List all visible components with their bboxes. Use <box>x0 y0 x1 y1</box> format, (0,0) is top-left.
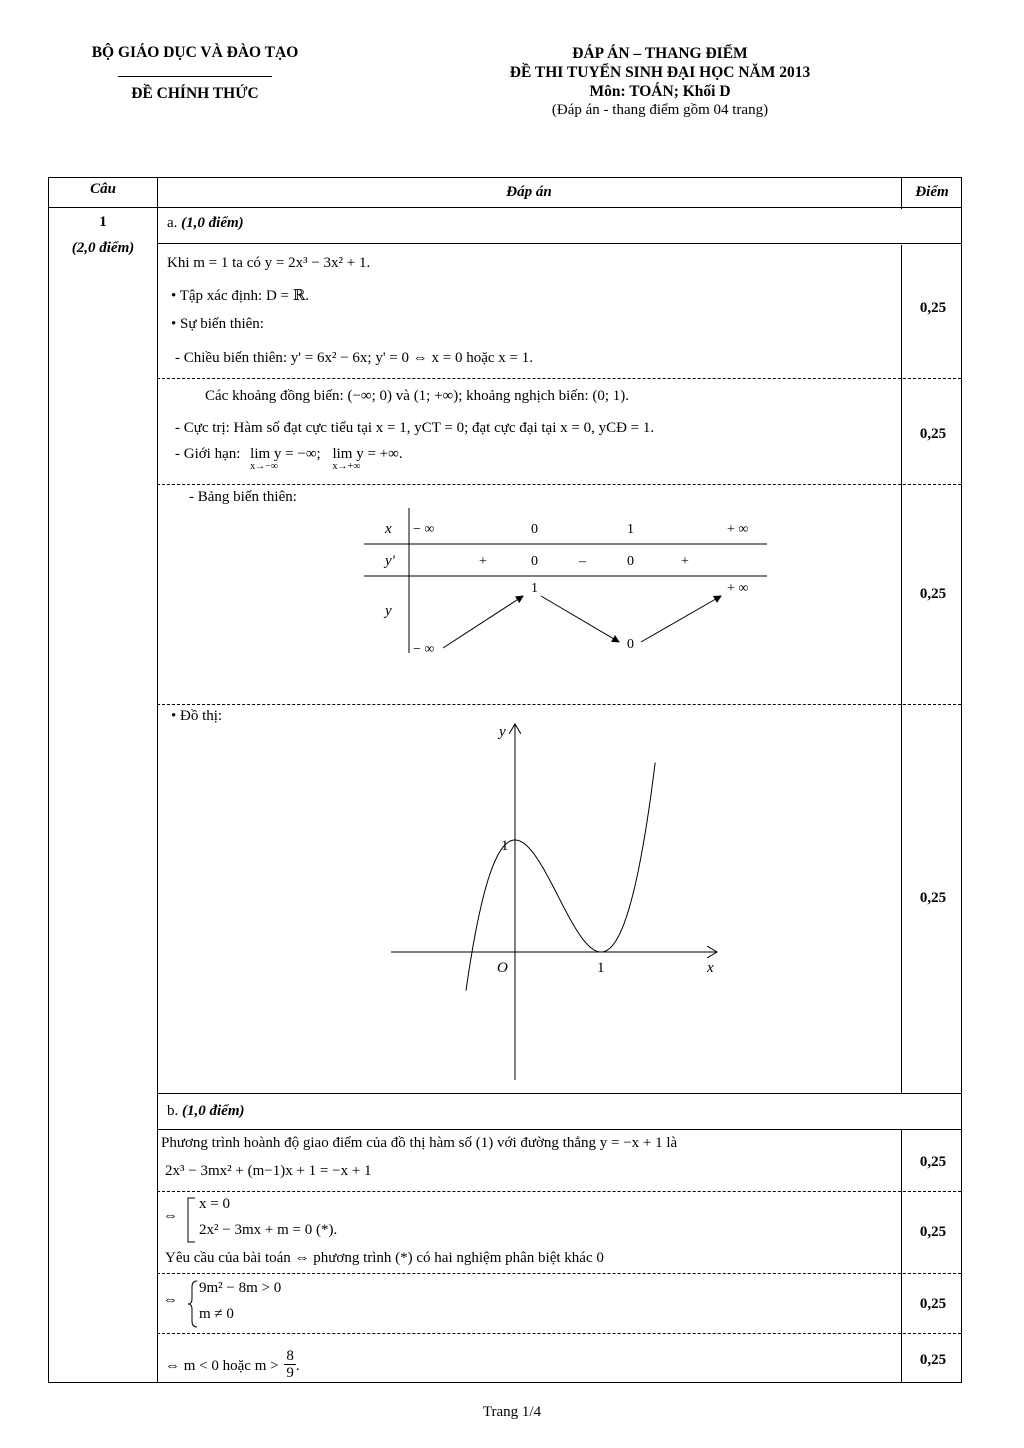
vt-y-label: y <box>385 603 392 619</box>
limits-line <box>175 446 403 480</box>
limit-2-sub: x→+∞ <box>332 461 361 472</box>
vt-yp-4: + <box>681 554 689 569</box>
col-question-header: Câu <box>90 181 116 197</box>
score-3: 0,25 <box>919 586 947 602</box>
vt-x-0: − ∞ <box>413 522 435 537</box>
dash-rule-4 <box>157 1191 961 1192</box>
graph-y-label: y <box>499 724 506 740</box>
variation-table <box>359 508 779 658</box>
domain-line: • Tập xác định: D = ℝ. <box>171 288 309 304</box>
graph-label-line: • Đồ thị: <box>171 708 223 724</box>
brace-2 <box>187 1279 199 1329</box>
sys1-a: x = 0 <box>199 1196 230 1212</box>
official-label: ĐỀ CHÍNH THỨC <box>131 85 259 102</box>
direction-line: - Chiều biến thiên: y' = 6x² − 6x; y' = 0 ⇔ x = 0 hoặc x = 1. <box>175 350 533 366</box>
vt-yp-0: + <box>479 554 487 569</box>
final-text: ⇔ m < 0 hoặc m > <box>165 1357 279 1374</box>
col-divider <box>157 178 158 1382</box>
pb-final: ⇔ m < 0 hoặc m > $\frac{8}{9}$ . <box>165 1348 300 1381</box>
graph-x-label: x <box>707 960 714 976</box>
question-points: (2,0 điểm) <box>71 240 135 256</box>
bracket-1 <box>185 1196 197 1244</box>
vt-y-max: 1 <box>531 581 538 596</box>
answer-table <box>48 177 962 1383</box>
graph-tick-x: 1 <box>597 960 605 976</box>
page-count-note: (Đáp án - thang điểm gồm 04 trang) <box>551 102 769 118</box>
vt-x-label: x <box>385 521 392 537</box>
header-rule-line <box>49 207 961 208</box>
part-a-header <box>167 215 244 232</box>
score-2: 0,25 <box>919 426 947 442</box>
score-divider-a <box>901 245 902 1093</box>
part-a-label: a. <box>167 215 178 231</box>
limits-label: - Giới hạn: <box>175 446 241 462</box>
score-5: 0,25 <box>919 1154 947 1170</box>
vt-yp-2: – <box>579 554 586 569</box>
pb-requirement: Yêu cầu của bài toán ⇔ phương trình (*) có hai nghiệm phân biệt khác 0 <box>165 1250 604 1266</box>
col-answer-header: Đáp án <box>506 184 552 200</box>
variation-text: Sự biến thiên: <box>180 316 264 332</box>
dash-rule-3 <box>157 704 961 705</box>
limit-1-sub: x→−∞ <box>250 461 278 472</box>
pb-equiv-1: ⇔ <box>163 1208 178 1224</box>
dash-rule-1 <box>157 378 961 379</box>
vt-arrow-down <box>541 596 619 642</box>
page-footer: Trang 1/4 <box>482 1404 542 1420</box>
graph-tick-y: 1 <box>501 838 509 854</box>
when-line: Khi m = 1 ta có y = 2x³ − 3x² + 1. <box>167 255 371 271</box>
header-rule <box>118 76 272 77</box>
extrema-line: - Cực trị: Hàm số đạt cực tiểu tại x = 1, yCT = 0; đạt cực đại tại x = 0, yCĐ = 1. <box>175 420 655 436</box>
sys2-a: 9m² − 8m > 0 <box>199 1280 282 1296</box>
header-right <box>440 44 880 120</box>
part-a-points: (1,0 điểm) <box>181 215 244 231</box>
vt-y-plusinf: + ∞ <box>727 581 749 596</box>
part-a-rule <box>157 243 961 244</box>
part-b-top-rule <box>157 1093 961 1094</box>
vt-x-2: 1 <box>627 522 634 537</box>
dash-rule-2 <box>157 484 961 485</box>
limit-1: lim y = −∞; <box>250 446 321 462</box>
graph-origin: O <box>497 960 508 976</box>
question-number: 1 <box>99 214 107 230</box>
ministry-name: BỘ GIÁO DỤC VÀ ĐÀO TẠO <box>91 44 299 61</box>
limit-2: lim y = +∞. <box>332 446 403 462</box>
part-b-points: (1,0 điểm) <box>182 1103 245 1119</box>
col-score-header: Điểm <box>915 184 949 200</box>
vt-arrow-up-1 <box>443 596 523 648</box>
dash-rule-5 <box>157 1273 961 1274</box>
function-graph <box>379 718 739 1088</box>
vt-yp-label: y' <box>385 553 395 569</box>
variation-line: • Sự biến thiên: <box>171 316 264 332</box>
vt-x-1: 0 <box>531 522 538 537</box>
part-b-header <box>167 1103 244 1120</box>
score-7: 0,25 <box>919 1296 947 1312</box>
domain-text: Tập xác định: D = ℝ. <box>179 288 309 304</box>
vt-y-minusinf: − ∞ <box>413 642 435 657</box>
score-1: 0,25 <box>919 300 947 316</box>
exam-title: ĐỀ THI TUYỂN SINH ĐẠI HỌC NĂM 2013 <box>509 64 811 81</box>
vt-y-min: 0 <box>627 637 634 652</box>
vt-arrow-up-2 <box>641 596 721 642</box>
vt-yp-1: 0 <box>531 554 538 569</box>
sys1-b: 2x² − 3mx + m = 0 (*). <box>199 1222 338 1238</box>
sys2-b: m ≠ 0 <box>199 1306 234 1322</box>
intervals-line: Các khoảng đồng biến: (−∞; 0) và (1; +∞); khoảng nghịch biến: (0; 1). <box>205 388 630 404</box>
score-divider-b <box>901 1130 902 1382</box>
vt-yp-3: 0 <box>627 554 634 569</box>
graph-label: Đồ thị: <box>180 708 223 724</box>
subject-line: Môn: TOÁN; Khối D <box>589 83 731 100</box>
part-b-rule <box>157 1129 961 1130</box>
pb-equiv-2: ⇔ <box>163 1292 178 1308</box>
part-b-label: b. <box>167 1103 179 1119</box>
vt-x-3: + ∞ <box>727 522 749 537</box>
dash-rule-6 <box>157 1333 961 1334</box>
doc-title: ĐÁP ÁN – THANG ĐIỂM <box>572 45 748 62</box>
score-6: 0,25 <box>919 1224 947 1240</box>
pb-line-1: Phương trình hoành độ giao điểm của đồ thị hàm số (1) với đường thẳng y = −x + 1 là <box>161 1135 678 1151</box>
score-8: 0,25 <box>919 1352 947 1368</box>
frac-den: 9 <box>286 1365 294 1381</box>
pb-line-2: 2x³ − 3mx² + (m−1)x + 1 = −x + 1 <box>165 1163 372 1179</box>
cubic-curve <box>466 763 655 991</box>
score-4: 0,25 <box>919 890 947 906</box>
var-table-label: - Bảng biến thiên: <box>189 489 297 505</box>
frac-num: 8 <box>286 1348 294 1364</box>
header-left <box>40 44 350 103</box>
